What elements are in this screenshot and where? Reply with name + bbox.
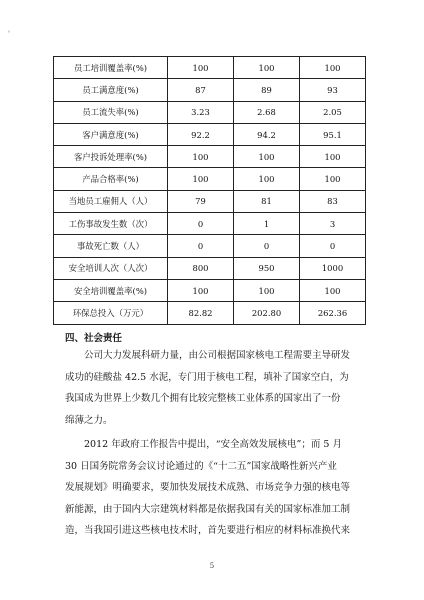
table-cell: 100 (168, 168, 234, 190)
table-row (54, 235, 366, 257)
row-label: 安全培训覆盖率(%) (54, 279, 168, 301)
text-line: 成功的硅酸盐 42.5 水泥，专门用于核电工程，填补了国家空白，为 (65, 371, 349, 383)
text-line: 造，当我国引进这些核电技术时，首先要进行相应的材料标准换代来 (65, 525, 351, 537)
table-cell: 3 (300, 213, 366, 235)
table-cell: 1000 (300, 257, 366, 279)
row-label: 环保总投入（万元） (54, 302, 168, 325)
table-row (54, 79, 366, 101)
row-label: 事故死亡数（人） (54, 235, 168, 257)
row-label: 员工满意度(%) (54, 79, 168, 101)
row-label: 员工流失率(%) (54, 101, 168, 123)
table-cell: 2.05 (300, 101, 366, 123)
table-cell: 100 (234, 57, 300, 79)
text-line: 30 日国务院常务会议讨论通过的《“十二五”国家战略性新兴产业 (65, 460, 337, 472)
table-row (54, 190, 366, 212)
paragraph-research (65, 345, 370, 431)
table-cell: 0 (168, 213, 234, 235)
table-row (54, 101, 366, 123)
text-line: 我国成为世界上少数几个拥有比较完整核工业体系的国家出了一份 (65, 393, 341, 405)
table-cell: 1 (234, 213, 300, 235)
table-cell: 2.68 (234, 101, 300, 123)
table-cell: 79 (168, 190, 234, 212)
table-cell: 82.82 (168, 302, 234, 325)
page-number: 5 (209, 562, 215, 570)
table-cell: 94.2 (234, 123, 300, 145)
paragraph-policy (65, 434, 370, 542)
row-label: 客户满意度(%) (54, 123, 168, 145)
row-label: 产品合格率(%) (54, 168, 168, 190)
table-row (54, 257, 366, 279)
table-cell: 93 (300, 79, 366, 101)
table-cell: 87 (168, 79, 234, 101)
text-line: 公司大力发展科研力量，由公司根据国家核电工程需要主导研发 (84, 350, 351, 361)
text-line: 绵薄之力。 (65, 414, 113, 426)
row-label: 安全培训人次（人次） (54, 257, 168, 279)
table-cell: 100 (300, 146, 366, 168)
text-line: 发展规划》明确要求，要加快发展技术成熟、市场竞争力强的核电等 (65, 482, 351, 494)
table-cell: 3.23 (168, 101, 234, 123)
table-cell: 100 (168, 279, 234, 301)
table-cell: 89 (234, 79, 300, 101)
table-cell: 950 (234, 257, 300, 279)
corner-mark: ' (8, 30, 10, 38)
table-cell: 0 (234, 235, 300, 257)
table-cell: 0 (300, 235, 366, 257)
row-label: 当地员工雇佣人（人） (54, 190, 168, 212)
table-cell: 100 (300, 279, 366, 301)
table-row (54, 123, 366, 145)
table-cell: 81 (234, 190, 300, 212)
section-heading: 四、社会责任 (65, 333, 123, 344)
table-row (54, 213, 366, 235)
text-line: 2012 年政府工作报告中提出，“安全高效发展核电”；而 5 月 (84, 439, 342, 450)
row-label: 工伤事故发生数（次） (54, 213, 168, 235)
text-line: 新能源，由于国内大宗建筑材料都是依据我国有关的国家标准加工制 (65, 503, 351, 515)
table-cell: 100 (168, 57, 234, 79)
table-cell: 92.2 (168, 123, 234, 145)
table-cell: 202.80 (234, 302, 300, 325)
table-row (54, 146, 366, 168)
table-cell: 100 (168, 146, 234, 168)
row-label: 客户投诉处理率(%) (54, 146, 168, 168)
table-cell: 100 (234, 168, 300, 190)
table-cell: 100 (234, 279, 300, 301)
table-cell: 83 (300, 190, 366, 212)
table-cell: 800 (168, 257, 234, 279)
table-cell: 0 (168, 235, 234, 257)
table-cell: 262.36 (300, 302, 366, 325)
table-row (54, 302, 366, 325)
table-cell: 95.1 (300, 123, 366, 145)
table-row (54, 57, 366, 79)
indicator-table (53, 56, 366, 325)
table-row (54, 168, 366, 190)
table-cell: 100 (300, 57, 366, 79)
row-label: 员工培训覆盖率(%) (54, 57, 168, 79)
table-cell: 100 (300, 168, 366, 190)
table-row (54, 279, 366, 301)
table-cell: 100 (234, 146, 300, 168)
